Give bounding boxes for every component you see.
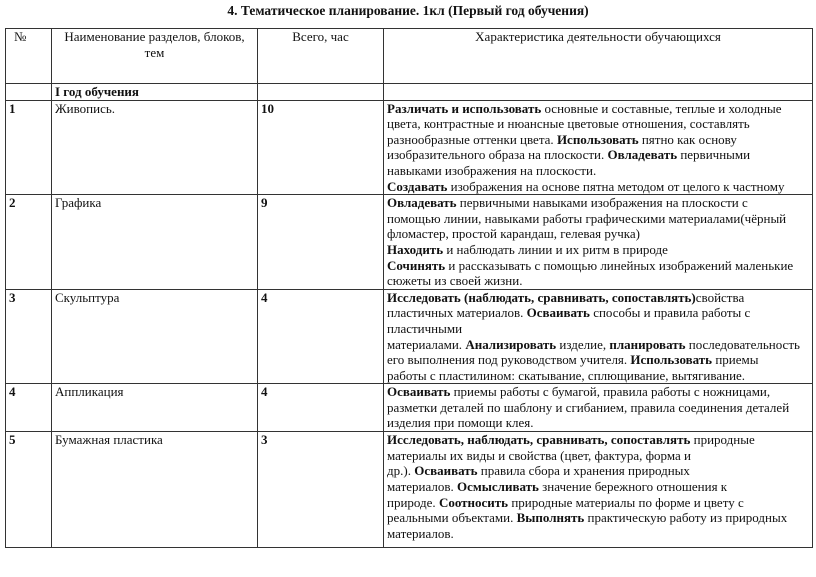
description-text: изобразительного образа на плоскости. [387, 147, 608, 163]
table-header-row [6, 29, 813, 84]
description-line [387, 132, 809, 148]
description-text: изображения на основе пятна методом от целого к частному [447, 178, 785, 194]
description-text: изделие, [556, 336, 610, 352]
description-line [387, 415, 809, 431]
row-hours: 3 [258, 432, 384, 548]
description-text: природные материалы по форме и цвету с [508, 494, 744, 510]
header-desc: Характеристика деятельности обучающихся [384, 29, 813, 84]
table-row [6, 100, 813, 195]
description-line [387, 273, 809, 289]
description-line [387, 305, 809, 321]
year-row [6, 84, 813, 101]
description-text: материалами. [387, 336, 466, 352]
description-line [387, 448, 809, 464]
description-text: реальными объектами. [387, 510, 517, 526]
row-description [384, 100, 813, 195]
page-title: 4. Тематическое планирование. 1кл (Первый год обучения) [227, 3, 589, 18]
activity-verb: Сочинять [387, 257, 446, 273]
description-line [387, 352, 809, 368]
row-hours: 4 [258, 384, 384, 432]
activity-verb: Исследовать (наблюдать, сравнивать, сопоставлять) [387, 289, 696, 305]
description-line [387, 242, 809, 258]
description-line [387, 432, 809, 448]
activity-verb: Исследовать, наблюдать, сравнивать, сопоставлять [387, 432, 691, 448]
description-line [387, 400, 809, 416]
header-num: № [6, 29, 52, 84]
activity-verb: Создавать [387, 178, 448, 194]
activity-verb: Соотносить [438, 494, 509, 510]
description-line [387, 479, 809, 495]
activity-verb: Осваивать [387, 384, 451, 400]
row-hours: 4 [258, 289, 384, 384]
table-row [6, 289, 813, 384]
table-row [6, 195, 813, 290]
description-text: свойства [695, 289, 745, 305]
year-label: I год обучения [52, 84, 258, 101]
description-text: разнообразные оттенки цвета. [387, 131, 557, 147]
description-text: навыками изображения на плоскости. [387, 162, 597, 178]
activity-verb: Различать и использовать [387, 100, 542, 116]
row-name: Бумажная пластика [52, 432, 258, 548]
row-description [384, 432, 813, 548]
description-line [387, 163, 809, 179]
description-line [387, 495, 809, 511]
description-line [387, 368, 809, 384]
description-text: способы и правила работы с [589, 305, 751, 321]
activity-verb: Овладевать [607, 147, 678, 163]
activity-verb: планировать [609, 336, 686, 352]
description-text: правила сбора и хранения природных [477, 463, 690, 479]
description-line [387, 337, 809, 353]
row-num: 4 [6, 384, 52, 432]
table-row [6, 384, 813, 432]
year-empty-cell [258, 84, 384, 101]
description-text: приемы работы с бумагой, правила работы с ножницами, [450, 384, 771, 400]
header-name: Наименование разделов, блоков, тем [52, 29, 258, 84]
description-line [387, 510, 809, 526]
description-text: и наблюдать линии и их ритм в природе [443, 241, 668, 257]
table-row [6, 432, 813, 548]
description-text: материалов. [387, 479, 457, 495]
description-line [387, 116, 809, 132]
description-text: природе. [387, 494, 439, 510]
activity-verb: Овладевать [387, 195, 457, 211]
row-name: Аппликация [52, 384, 258, 432]
row-num: 5 [6, 432, 52, 548]
activity-verb: Находить [387, 241, 444, 257]
row-name: Скульптура [52, 289, 258, 384]
description-text: сюжеты из своей жизни. [387, 273, 523, 289]
description-line [387, 258, 809, 274]
description-line [387, 101, 809, 117]
description-text: природные [690, 432, 755, 448]
activity-verb: Осмысливать [457, 479, 539, 495]
activity-verb: Использовать [556, 131, 639, 147]
row-hours: 9 [258, 195, 384, 290]
activity-verb: Выполнять [516, 510, 585, 526]
row-num: 1 [6, 100, 52, 195]
row-description [384, 384, 813, 432]
description-line [387, 463, 809, 479]
activity-verb: Осваивать [414, 463, 478, 479]
description-text: работы с пластилином: скатывание, сплющивание, вытягивание. [387, 367, 746, 383]
activity-verb: Использовать [630, 352, 713, 368]
description-text: изделия при помощи клея. [387, 415, 534, 431]
description-text: первичными навыками изображения на плоскости с [456, 195, 748, 211]
row-hours: 10 [258, 100, 384, 195]
year-empty-cell [6, 84, 52, 101]
description-text: цвета, контрастные и нюансные цветовые отношения, составлять [387, 116, 750, 132]
row-num: 2 [6, 195, 52, 290]
description-line [387, 384, 809, 400]
description-line [387, 179, 809, 195]
description-text: основные и составные, теплые и холодные [541, 100, 782, 116]
row-description [384, 289, 813, 384]
description-line [387, 147, 809, 163]
description-line [387, 321, 809, 337]
description-text: последовательность [685, 336, 800, 352]
description-text: первичными [677, 147, 751, 163]
row-description [384, 195, 813, 290]
description-text: пятно как основу [638, 131, 737, 147]
description-text: материалы их виды и свойства (цвет, фактура, форма и [387, 447, 691, 463]
activity-verb: Осваивать [526, 305, 590, 321]
description-line [387, 211, 809, 227]
description-text: материалов. [387, 525, 454, 541]
description-text: практическую работу из природных [584, 510, 788, 526]
description-text: пластичными [387, 320, 463, 336]
description-line [387, 226, 809, 242]
description-text: его выполнения под руководством учителя. [387, 352, 631, 368]
activity-verb: Анализировать [465, 336, 557, 352]
description-line [387, 290, 809, 306]
description-text: др.). [387, 463, 415, 479]
description-text: и рассказывать с помощью линейных изображений маленькие [445, 257, 794, 273]
description-text: значение бережного отношения к [538, 479, 728, 495]
description-text: помощью линии, навыками работы графическими материалами(чёрный [387, 210, 787, 226]
planning-table [5, 28, 813, 548]
year-empty-cell [384, 84, 813, 101]
description-line [387, 195, 809, 211]
description-text: пластичных материалов. [387, 305, 527, 321]
description-text: фломастер, простой карандаш, гелевая ручка) [387, 226, 640, 242]
header-hours: Всего, час [258, 29, 384, 84]
description-text: разметки деталей по шаблону и сгибанием, правила соединения деталей [387, 399, 790, 415]
row-name: Живопись. [52, 100, 258, 195]
description-text: приемы [712, 352, 759, 368]
row-num: 3 [6, 289, 52, 384]
description-line [387, 526, 809, 542]
row-name: Графика [52, 195, 258, 290]
